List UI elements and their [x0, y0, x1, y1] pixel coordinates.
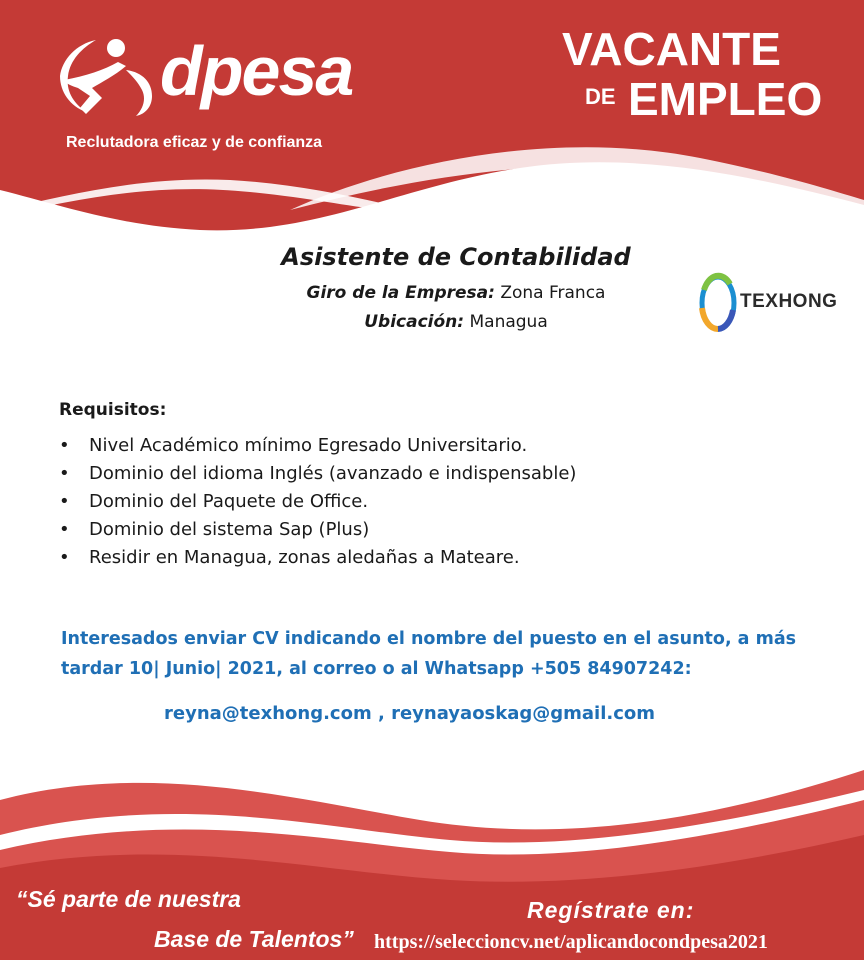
bullet: • [59, 519, 70, 540]
list-item [59, 488, 576, 516]
requirement-text: Dominio del idioma Inglés (avanzado e indispensable) [89, 463, 577, 484]
list-item [59, 460, 576, 488]
location-value: Managua [464, 312, 548, 332]
requirements-heading: Requisitos: [59, 400, 167, 420]
brand-logo-text: dpesa [160, 32, 353, 110]
requirement-text: Residir en Managua, zonas aledañas a Mateare. [89, 547, 520, 568]
bullet: • [59, 435, 70, 456]
list-item [59, 516, 576, 544]
slogan-line-2: Base de Talentos” [154, 926, 354, 952]
job-title: Asistente de Contabilidad [281, 243, 631, 271]
texhong-ring-icon [698, 272, 738, 334]
industry-label: Giro de la Empresa: [306, 283, 495, 303]
contact-emails[interactable]: reyna@texhong.com , reynayaoskag@gmail.com [164, 703, 656, 724]
company-name: TEXHONG [740, 291, 838, 312]
banner-de: DE [585, 84, 616, 109]
requirement-text: Dominio del sistema Sap (Plus) [89, 519, 370, 540]
banner-empleo: EMPLEO [628, 73, 823, 125]
list-item [59, 544, 576, 572]
list-item [59, 432, 576, 460]
location-label: Ubicación: [364, 312, 465, 332]
industry-value: Zona Franca [494, 283, 606, 303]
requirement-text: Nivel Académico mínimo Egresado Universitario. [89, 435, 528, 456]
bullet: • [59, 491, 70, 512]
bullet: • [59, 547, 70, 568]
slogan-line-1: “Sé parte de nuestra [16, 886, 241, 912]
apply-instructions: Interesados enviar CV indicando el nombre del puesto en el asunto, a más tardar 10| Junio| 2021, al correo o al Whatsapp +505 84907242: [61, 629, 797, 679]
bullet: • [59, 463, 70, 484]
register-link[interactable]: https://seleccioncv.net/aplicandocondpesa2021 [374, 931, 768, 953]
brand-tagline: Reclutadora eficaz y de confianza [66, 134, 323, 151]
runner-logo-icon [56, 36, 156, 118]
banner-vacante: VACANTE [562, 23, 781, 75]
requirement-text: Dominio del Paquete de Office. [89, 491, 369, 512]
requirements-list [59, 432, 576, 572]
register-label: Regístrate en: [527, 897, 695, 923]
